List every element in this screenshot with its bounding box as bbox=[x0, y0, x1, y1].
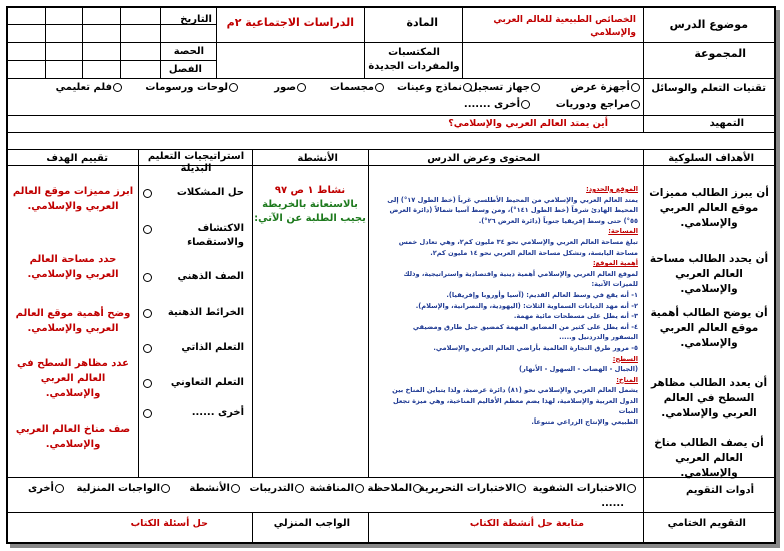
content-line: المحيط الهادئ شرقاً (خط الطول ١٤١°)، ومن وسط آسيا شمالاً (دائرة العرض bbox=[389, 206, 638, 215]
radio-circle-icon[interactable] bbox=[143, 344, 152, 353]
content-line: ١- أنه يقع في وسط العالم القديم: (آسيا وأوروبا وإفريقيا). bbox=[446, 290, 638, 299]
option-label: مجسمات bbox=[329, 82, 374, 93]
option-label: مراجع ودوريات bbox=[555, 99, 630, 110]
col-activities: الأنشطة bbox=[297, 153, 338, 164]
radio-circle-icon[interactable] bbox=[627, 484, 636, 493]
option-label: لوحات ورسومات bbox=[145, 82, 228, 93]
divider bbox=[643, 477, 644, 544]
radio-circle-icon[interactable] bbox=[531, 83, 540, 92]
evaluation-label: أدوات التقويم bbox=[685, 485, 754, 496]
radio-circle-icon[interactable] bbox=[143, 409, 152, 418]
radio-circle-icon[interactable] bbox=[143, 379, 152, 388]
checkbox-option[interactable] bbox=[368, 483, 423, 494]
checkbox-option[interactable] bbox=[309, 483, 364, 494]
radio-circle-icon[interactable] bbox=[297, 83, 306, 92]
radio-circle-icon[interactable] bbox=[143, 309, 152, 318]
divider bbox=[462, 8, 463, 78]
divider bbox=[8, 132, 774, 133]
divider bbox=[368, 149, 369, 477]
radio-circle-icon[interactable] bbox=[143, 225, 152, 234]
radio-circle-icon[interactable] bbox=[463, 83, 472, 92]
divider bbox=[82, 8, 83, 78]
content-line: مساحة اليابسة، وتشكل مساحة العالم العربي نحو ١٤ مليون كم٢. bbox=[430, 248, 638, 257]
strategy-label: الاكتشاف والاستقصاء bbox=[187, 223, 244, 248]
vocab-label: المكتسبات والمفردات الجديدة bbox=[368, 47, 460, 72]
divider bbox=[252, 512, 253, 544]
checkbox-option[interactable] bbox=[189, 483, 240, 494]
col-objectives: الأهداف السلوكية bbox=[668, 153, 754, 164]
content-heading: المناخ: bbox=[616, 375, 638, 384]
divider bbox=[138, 149, 139, 477]
option-label: التدريبات bbox=[249, 483, 294, 494]
evaluation-dots: ...... bbox=[601, 498, 624, 509]
objective-item: أن يوضح الطالب أهمية موقع العالم العربي والإسلامي. bbox=[650, 307, 768, 349]
checkbox-option[interactable] bbox=[145, 82, 238, 93]
radio-circle-icon[interactable] bbox=[231, 484, 240, 493]
intro-label: التمهيد bbox=[709, 118, 744, 129]
subject-label: المادة bbox=[406, 16, 438, 29]
date-label: التاريخ bbox=[180, 14, 212, 25]
checkbox-option[interactable] bbox=[76, 483, 170, 494]
divider bbox=[8, 42, 774, 43]
radio-circle-icon[interactable] bbox=[631, 83, 640, 92]
lesson-content bbox=[374, 184, 638, 428]
tools-label: تقنيات التعلم والوسائل bbox=[651, 83, 766, 94]
divider bbox=[8, 512, 774, 513]
strategy-label: الصف الذهني bbox=[177, 271, 244, 282]
strategy-item[interactable] bbox=[146, 270, 244, 284]
option-label: أخرى ....... bbox=[463, 99, 520, 110]
radio-circle-icon[interactable] bbox=[295, 484, 304, 493]
lesson-topic-label: موضوع الدرس bbox=[669, 18, 748, 31]
content-heading: الموقع والحدود: bbox=[586, 185, 638, 193]
option-label: جهاز تسجيل bbox=[469, 82, 530, 93]
checkbox-option[interactable] bbox=[28, 483, 64, 494]
strategy-label: التعلم التعاوني bbox=[170, 377, 244, 388]
checkbox-option[interactable] bbox=[330, 82, 384, 93]
assessment-item: ابرز مميزات موقع العالم العربي والإسلامي. bbox=[12, 186, 134, 212]
radio-circle-icon[interactable] bbox=[413, 484, 422, 493]
content-line: ٥٥°) حتى وسط إفريقيا جنوباً (دائرة العرض ٢٦°). bbox=[478, 216, 638, 225]
divider bbox=[643, 78, 644, 132]
divider bbox=[8, 60, 160, 61]
checkbox-option[interactable] bbox=[533, 483, 636, 494]
strategy-label: التعلم الذاتي bbox=[181, 342, 244, 353]
intro-text: أين يمتد العالم العربي والإسلامي؟ bbox=[448, 118, 608, 129]
divider bbox=[216, 8, 217, 78]
divider bbox=[8, 165, 774, 166]
content-line: ٣- أنه يطل على مسطحات مائية مهمة. bbox=[513, 312, 638, 321]
divider bbox=[252, 149, 253, 477]
final-value: متابعة حل أنشطة الكتاب bbox=[469, 518, 584, 529]
checkbox-option[interactable] bbox=[419, 483, 526, 494]
strategy-label: أخرى ...... bbox=[191, 407, 244, 418]
divider bbox=[643, 149, 644, 477]
content-heading: السطح: bbox=[612, 354, 638, 363]
checkbox-option[interactable] bbox=[274, 82, 306, 93]
checkbox-option[interactable] bbox=[397, 82, 472, 93]
divider bbox=[8, 78, 774, 79]
strategy-label: الخرائط الذهنية bbox=[167, 307, 244, 318]
content-line: للميزات الآتية: bbox=[591, 280, 638, 289]
divider bbox=[643, 8, 644, 78]
objective-item: أن يصف الطالب مناخ العالم العربي والإسلامي. bbox=[654, 437, 764, 479]
objective-item: أن يبرز الطالب مميزات موقع العالم العربي والإسلامي. bbox=[649, 187, 769, 229]
strategy-item[interactable] bbox=[146, 222, 244, 250]
divider bbox=[160, 60, 216, 61]
radio-circle-icon[interactable] bbox=[521, 100, 530, 109]
content-line: يمتد العالم العربي والإسلامي من المحيط الأطلسي غرباً (خط الطول ١٧°) إلى bbox=[387, 195, 638, 204]
checkbox-option[interactable] bbox=[250, 483, 304, 494]
objective-item: أن يعدد الطالب مظاهر السطح في العالم العربي والإسلامي. bbox=[650, 377, 768, 419]
activity-line: بالاستعانة بالخريطة bbox=[262, 199, 358, 210]
radio-circle-icon[interactable] bbox=[161, 484, 170, 493]
activity-line: يجيب الطلبة عن الآتي: bbox=[254, 213, 366, 224]
radio-circle-icon[interactable] bbox=[143, 189, 152, 198]
content-heading: المساحة: bbox=[608, 227, 638, 236]
content-line: الطبيعي والإنتاج الزراعي متنوعاً. bbox=[531, 418, 638, 427]
radio-circle-icon[interactable] bbox=[229, 83, 238, 92]
content-line: لموقع العالم العربي والإسلامي أهمية دينية واقتصادية واستراتيجية، وذلك bbox=[403, 269, 638, 278]
radio-circle-icon[interactable] bbox=[375, 83, 384, 92]
radio-circle-icon[interactable] bbox=[55, 484, 64, 493]
period-label: الحصة bbox=[173, 46, 204, 57]
checkbox-option[interactable] bbox=[464, 99, 530, 110]
content-line: يشمل العالم العربي والإسلامي نحو (٨١) دائرة عرضية، ولذا يتباين المناخ بين bbox=[392, 386, 638, 395]
option-label: الملاحظة bbox=[367, 483, 412, 494]
divider bbox=[368, 512, 369, 544]
option-label: الاختبارات التحريرية bbox=[418, 483, 516, 494]
content-line: (الجبال - الهضاب - السهول - الأنهار) bbox=[519, 365, 638, 374]
col-assessment: تقييم الهدف bbox=[46, 153, 108, 164]
checkbox-option[interactable] bbox=[56, 82, 122, 93]
radio-circle-icon[interactable] bbox=[631, 100, 640, 109]
option-label: الواجبات المنزلية bbox=[76, 483, 160, 494]
divider bbox=[120, 8, 121, 78]
strategy-label: حل المشكلات bbox=[176, 187, 244, 198]
checkbox-option[interactable] bbox=[556, 99, 640, 110]
strategy-item[interactable] bbox=[146, 406, 244, 420]
divider bbox=[364, 8, 365, 78]
option-label: أجهزة عرض bbox=[570, 82, 630, 93]
lesson-topic-value: الخصائص الطبيعية للعالم العربي والإسلامي bbox=[493, 15, 636, 38]
radio-circle-icon[interactable] bbox=[113, 83, 122, 92]
option-label: صور bbox=[274, 82, 296, 93]
checkbox-option[interactable] bbox=[571, 82, 640, 93]
col-strategies: استراتيجيات التعليم البديلة bbox=[147, 151, 245, 174]
activities-block bbox=[254, 184, 366, 226]
final-label: التقويم الختامي bbox=[667, 518, 746, 529]
option-label: نماذج وعينات bbox=[396, 82, 462, 93]
objective-item: أن يحدد الطالب مساحة العالم العربي والإسلامي. bbox=[649, 253, 769, 295]
checkbox-option[interactable] bbox=[469, 82, 540, 93]
option-label: الاختبارات الشفوية bbox=[532, 483, 626, 494]
strategy-item[interactable] bbox=[146, 186, 244, 200]
radio-circle-icon[interactable] bbox=[143, 273, 152, 282]
content-line: ٢- أنه مهد الديانات السماوية الثلاث: (اليهودية، والنصرانية، والإسلام). bbox=[415, 301, 638, 310]
strategy-item[interactable] bbox=[146, 376, 244, 390]
radio-circle-icon[interactable] bbox=[517, 484, 526, 493]
option-label: أخرى bbox=[27, 483, 54, 494]
assessment-item: حدد مساحة العالم العربي والإسلامي. bbox=[27, 254, 119, 280]
divider bbox=[45, 8, 46, 78]
divider bbox=[8, 115, 774, 116]
strategy-item[interactable] bbox=[146, 341, 244, 355]
strategy-item[interactable] bbox=[146, 306, 244, 320]
group-label: المجموعة bbox=[694, 47, 746, 60]
divider bbox=[8, 149, 774, 150]
content-line: ٥- مرور طرق التجارة العالمية بأراضي العالم العربي والإسلامي. bbox=[433, 343, 638, 352]
col-content: المحتوى وعرض الدرس bbox=[427, 153, 540, 164]
content-line: الدول العربية والإسلامية، لهذا يضم معظم الأقاليم المناخية، وهي ميزة تجعل النبات bbox=[392, 396, 638, 416]
activity-line: نشاط ١ ص ٩٧ bbox=[274, 185, 346, 196]
class-label: الفصل bbox=[168, 64, 202, 75]
divider bbox=[160, 8, 161, 78]
content-line: البسفور والدردنيل و..... bbox=[559, 333, 638, 342]
option-label: المناقشة bbox=[309, 483, 354, 494]
content-line: ٤- أنه يطل على كثير من المضايق المهمة كمضيق جبل طارق ومضيقي bbox=[412, 322, 638, 331]
assessment-item: صف مناخ العالم العربي والإسلامي. bbox=[15, 424, 131, 450]
content-line: تبلغ مساحة العالم العربي والإسلامي نحو ٣٤ مليون كم٢، وهي تعادل خمس bbox=[398, 237, 638, 246]
homework-value: حل أسئلة الكتاب bbox=[130, 518, 208, 529]
assessment-item: عدد مظاهر السطح في العالم العربي والإسلامي. bbox=[17, 358, 129, 399]
radio-circle-icon[interactable] bbox=[355, 484, 364, 493]
option-label: الأنشطة bbox=[189, 483, 230, 494]
subject-value: الدراسات الاجتماعية ٢م bbox=[226, 16, 354, 29]
homework-label: الواجب المنزلي bbox=[273, 518, 350, 529]
content-heading: أهمية الموقع: bbox=[593, 259, 638, 268]
assessment-item: وضح أهمية موقع العالم العربي والإسلامي. bbox=[15, 308, 131, 334]
option-label: فلم تعليمي bbox=[55, 82, 112, 93]
